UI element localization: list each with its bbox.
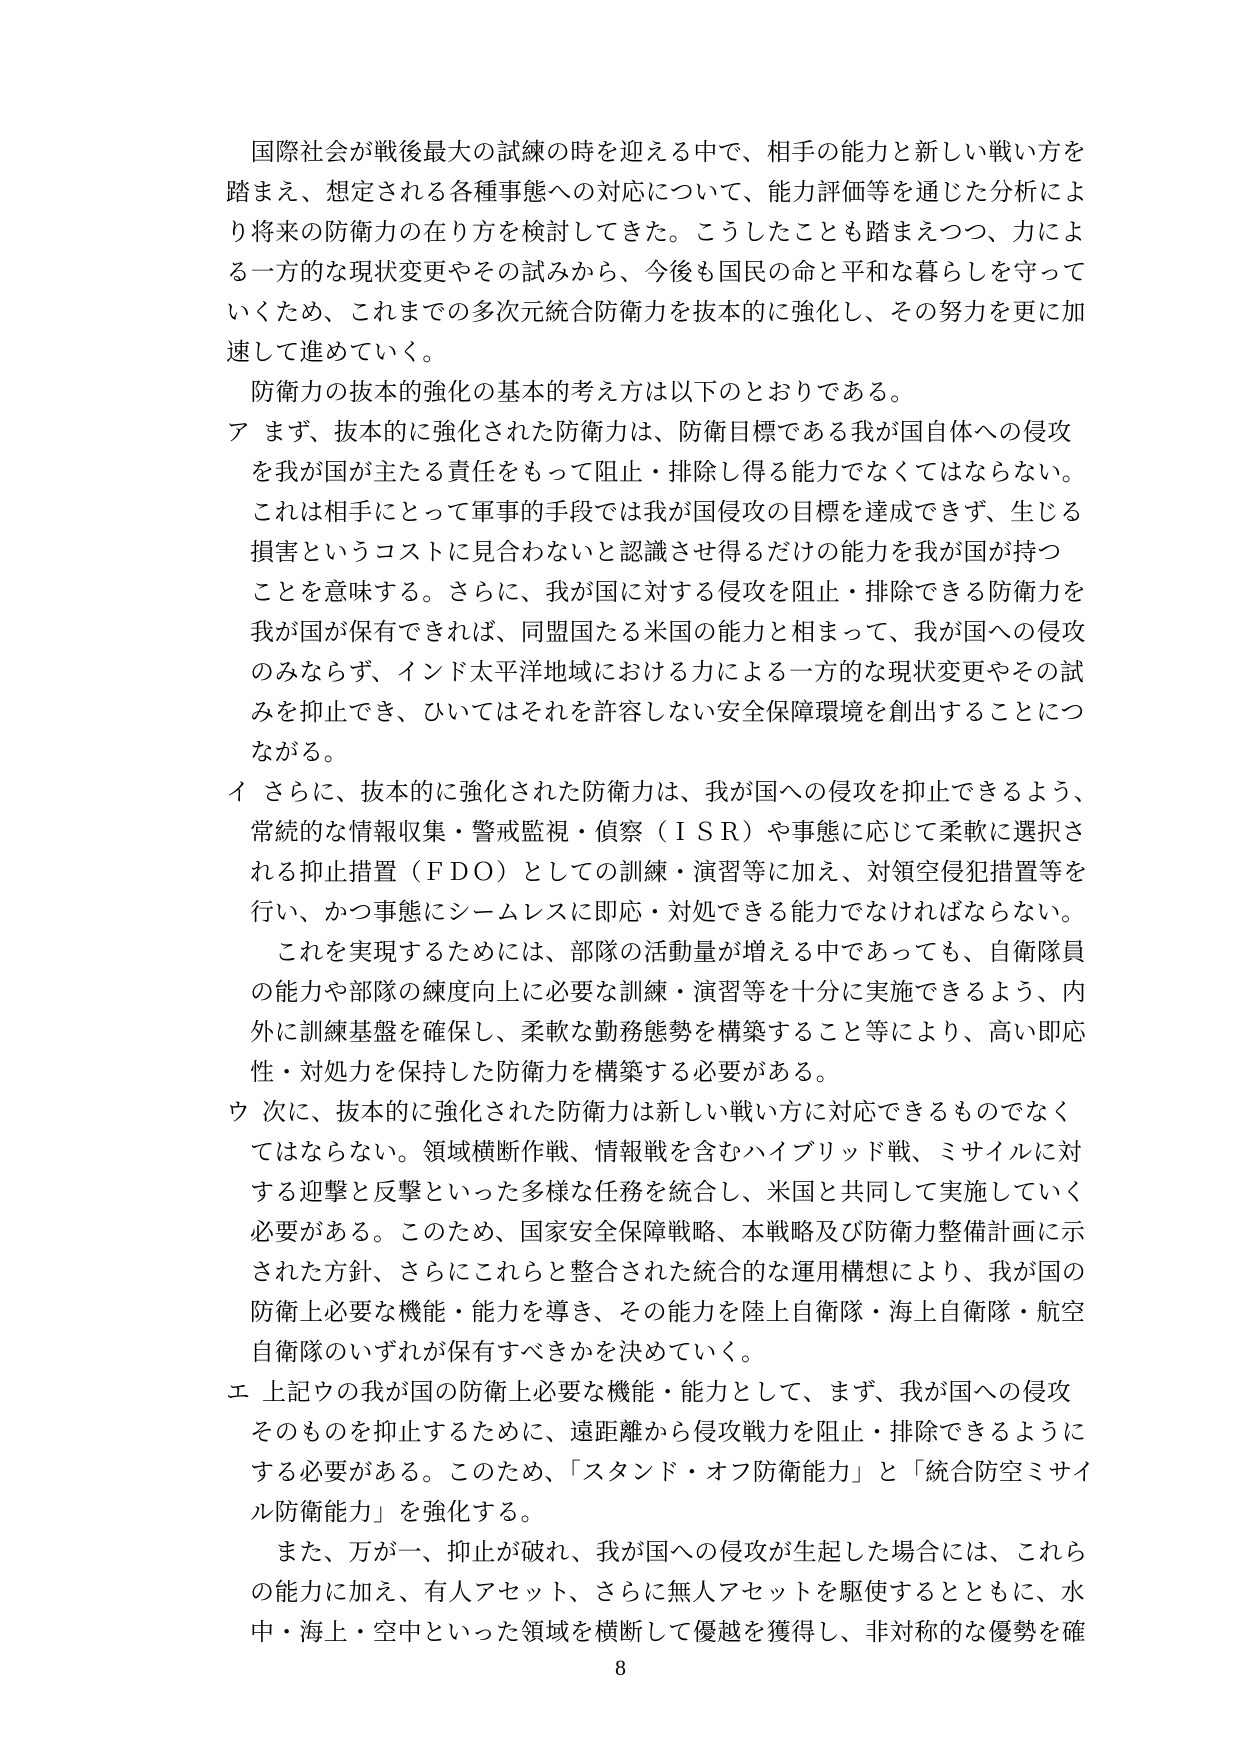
item-line: ことを意味する。さらに、我が国に対する侵攻を阻止・排除できる防衛力を (250, 578, 1087, 606)
item-marker: ア (226, 418, 250, 446)
intro-line: いくため、これまでの多次元統合防衛力を抜本的に強化し、その努力を更に加 (226, 298, 1087, 326)
item-line: れる抑止措置（ＦＤＯ）としての訓練・演習等に加え、対領空侵犯措置等を (250, 858, 1088, 886)
item-line: 外に訓練基盤を確保し、柔軟な勤務態勢を構築すること等により、高い即応 (250, 1018, 1087, 1046)
item-line: 行い、かつ事態にシームレスに即応・対処できる能力でなければならない。 (250, 898, 1086, 926)
item-line: する必要がある。このため、「スタンド・オフ防衛能力」と「統合防空ミサイ (250, 1458, 1096, 1486)
item-line: てはならない。領域横断作戦、情報戦を含むハイブリッド戦、ミサイルに対 (250, 1138, 1083, 1166)
item-line: みを抑止でき、ひいてはそれを許容しない安全保障環境を創出することにつ (250, 698, 1085, 726)
item-line: 次に、抜本的に強化された防衛力は新しい戦い方に対応できるものでなく (262, 1098, 1074, 1126)
item-line: さらに、抜本的に強化された防衛力は、我が国への侵攻を抑止できるよう、 (262, 778, 1099, 806)
item-line: ながる。 (250, 738, 349, 766)
item-line: 必要がある。このため、国家安全保障戦略、本戦略及び防衛力整備計画に示 (250, 1218, 1086, 1246)
item-line: ル防衛能力」を強化する。 (250, 1498, 546, 1526)
item-line: 防衛上必要な機能・能力を導き、その能力を陸上自衛隊・海上自衛隊・航空 (250, 1298, 1086, 1326)
item-line: 我が国が保有できれば、同盟国たる米国の能力と相まって、我が国への侵攻 (250, 618, 1086, 646)
item-line: そのものを抑止するために、遠距離から侵攻戦力を阻止・排除できるように (250, 1418, 1087, 1446)
item-marker: ウ (226, 1098, 250, 1126)
item-line: 性・対処力を保持した防衛力を構築する必要がある。 (250, 1058, 841, 1086)
page-number: 8 (615, 1655, 626, 1680)
intro-line: 踏まえ、想定される各種事態への対応について、能力評価等を通じた分析によ (226, 178, 1088, 206)
item-line: された方針、さらにこれらと整合された統合的な運用構想により、我が国の (250, 1258, 1087, 1286)
item-line: また、万が一、抑止が破れ、我が国への侵攻が生起した場合には、これら (250, 1538, 1088, 1566)
item-line: の能力に加え、有人アセット、さらに無人アセットを駆使するとともに、水 (250, 1578, 1086, 1606)
intro-line: 国際社会が戦後最大の試練の時を迎える中で、相手の能力と新しい戦い方を (226, 138, 1087, 166)
item-line: まず、抜本的に強化された防衛力は、防衛目標である我が国自体への侵攻 (262, 418, 1072, 446)
intro-line: 防衛力の抜本的強化の基本的考え方は以下のとおりである。 (226, 378, 915, 406)
item-line: の能力や部隊の練度向上に必要な訓練・演習等を十分に実施できるよう、内 (250, 978, 1087, 1006)
item-line: を我が国が主たる責任をもって阻止・排除し得る能力でなくてはならない。 (250, 458, 1087, 486)
item-line: 損害というコストに見合わないと認識させ得るだけの能力を我が国が持つ (250, 538, 1062, 566)
intro-line: り将来の防衛力の在り方を検討してきた。こうしたことも踏まえつつ、力によ (226, 218, 1086, 246)
item-marker: エ (226, 1378, 250, 1406)
intro-line: 速して進めていく。 (226, 338, 447, 366)
item-line: 上記ウの我が国の防衛上必要な機能・能力として、まず、我が国への侵攻 (262, 1378, 1072, 1406)
item-line: 自衛隊のいずれが保有すべきかを決めていく。 (250, 1338, 766, 1366)
intro-line: る一方的な現状変更やその試みから、今後も国民の命と平和な暮らしを守って (226, 258, 1087, 286)
item-line: これを実現するためには、部隊の活動量が増える中であっても、自衛隊員 (250, 938, 1087, 966)
item-line: 中・海上・空中といった領域を横断して優越を獲得し、非対称的な優勢を確 (250, 1618, 1087, 1646)
item-line: これは相手にとって軍事的手段では我が国侵攻の目標を達成できず、生じる (250, 498, 1084, 526)
item-line: する迎撃と反撃といった多様な任務を統合し、米国と共同して実施していく (250, 1178, 1087, 1206)
item-line: 常続的な情報収集・警戒監視・偵察（ＩＳＲ）や事態に応じて柔軟に選択さ (250, 818, 1087, 846)
item-marker: イ (226, 778, 250, 806)
item-line: のみならず、インド太平洋地域における力による一方的な現状変更やその試 (250, 658, 1085, 686)
